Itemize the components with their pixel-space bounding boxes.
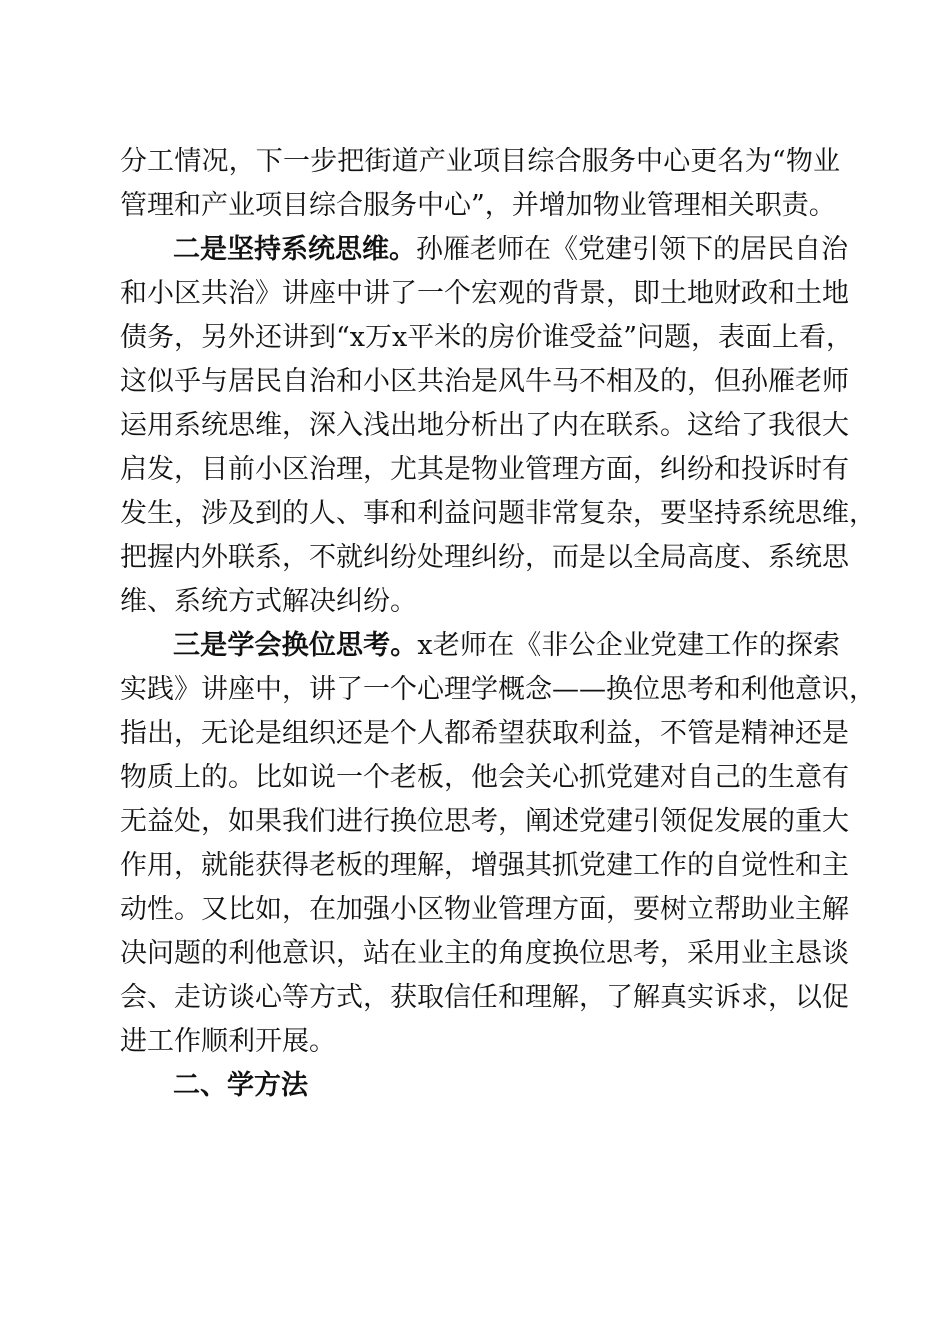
- paragraph-3-line-10: 进工作顺利开展。: [120, 1026, 336, 1057]
- paragraph-2-line-3: 债务，另外还讲到“x万x平米的房价谁受益”问题，表面上看，: [120, 322, 854, 353]
- paragraph-2-line-6: 启发，目前小区治理，尤其是物业管理方面，纠纷和投诉时有: [120, 454, 849, 485]
- paragraph-2-line-1: [173, 228, 848, 272]
- paragraph-3-line-6: 作用，就能获得老板的理解，增强其抓党建工作的自觉性和主: [120, 850, 849, 881]
- paragraph-2-line-7: 发生，涉及到的人、事和利益问题非常复杂，要坚持系统思维，: [120, 498, 876, 529]
- paragraph-3-line-2: 实践》讲座中，讲了一个心理学概念——换位思考和利他意识，: [120, 674, 876, 705]
- paragraph-2-line-4: 这似乎与居民自治和小区共治是风牛马不相及的，但孙雁老师: [120, 366, 849, 397]
- paragraph-3-first-rest: x老师在《非公企业党建工作的探索: [417, 630, 841, 661]
- paragraph-2-lead: 二是坚持系统思维。: [173, 234, 416, 265]
- paragraph-2-line-5: 运用系统思维，深入浅出地分析出了内在联系。这给了我很大: [120, 410, 849, 441]
- paragraph-3-line-4: 物质上的。比如说一个老板，他会关心抓党建对自己的生意有: [120, 762, 849, 793]
- paragraph-2-line-2: 和小区共治》讲座中讲了一个宏观的背景，即土地财政和土地: [120, 278, 849, 309]
- paragraph-3-line-3: 指出，无论是组织还是个人都希望获取利益，不管是精神还是: [120, 718, 849, 749]
- paragraph-1-line-1: 分工情况，下一步把街道产业项目综合服务中心更名为“物业: [120, 146, 840, 177]
- paragraph-1-line-2: 管理和产业项目综合服务中心”，并增加物业管理相关职责。: [120, 190, 836, 221]
- paragraph-3-line-8: 决问题的利他意识，站在业主的角度换位思考，采用业主恳谈: [120, 938, 849, 969]
- paragraph-3-lead: 三是学会换位思考。: [173, 630, 418, 661]
- paragraph-3-line-9: 会、走访谈心等方式，获取信任和理解，了解真实诉求，以促: [120, 982, 849, 1013]
- paragraph-2-line-9: 维、系统方式解决纠纷。: [120, 586, 417, 617]
- paragraph-3-line-5: 无益处，如果我们进行换位思考，阐述党建引领促发展的重大: [120, 806, 849, 837]
- section-heading: 二、学方法: [173, 1070, 308, 1101]
- paragraph-3-line-7: 动性。又比如，在加强小区物业管理方面，要树立帮助业主解: [120, 894, 849, 925]
- paragraph-3-line-1: [173, 624, 840, 668]
- paragraph-2-first-rest: 孙雁老师在《党建引领下的居民自治: [416, 234, 848, 265]
- paragraph-2-line-8: 把握内外联系，不就纠纷处理纠纷，而是以全局高度、系统思: [120, 542, 849, 573]
